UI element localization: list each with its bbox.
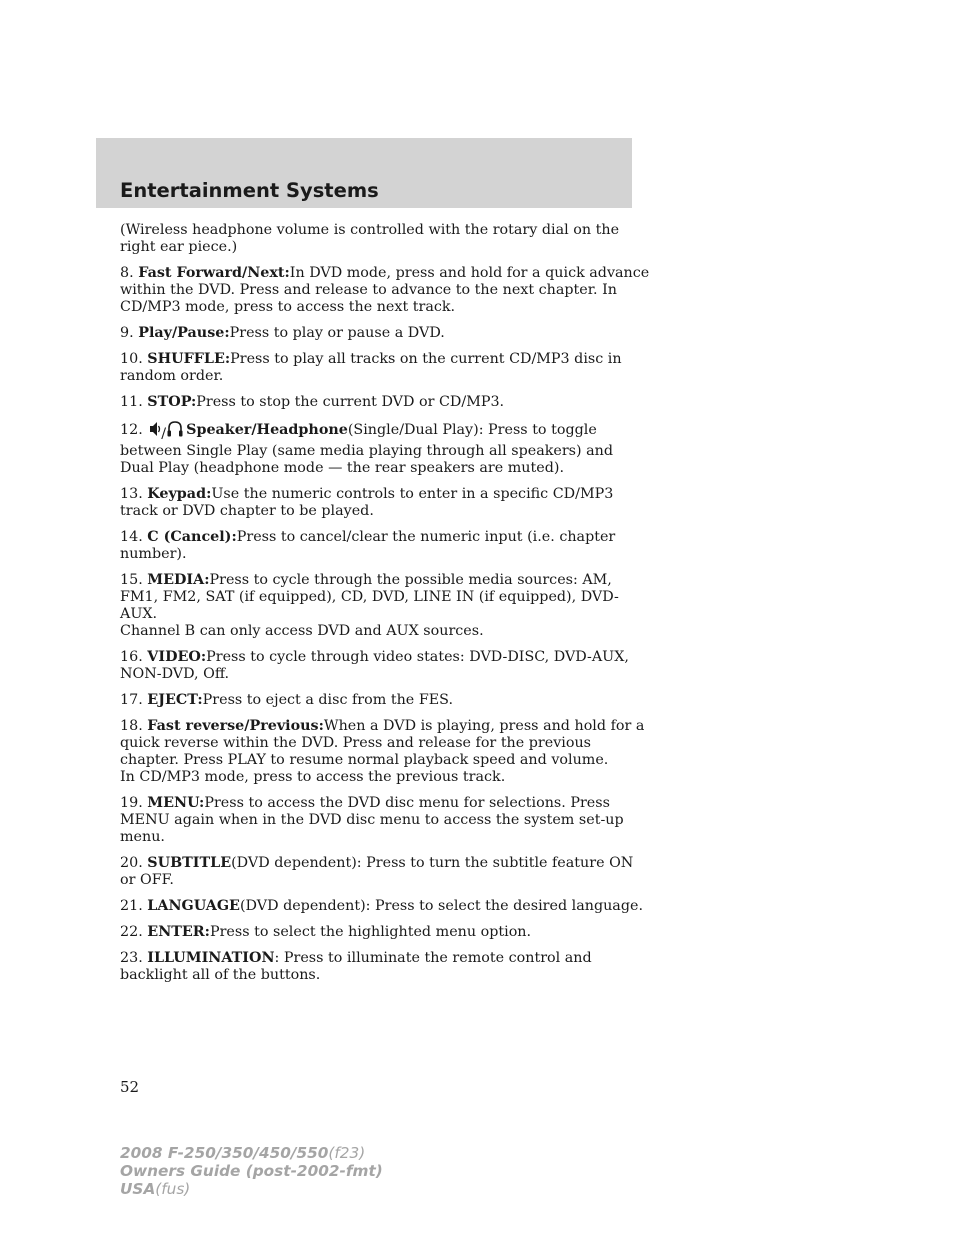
list-item <box>120 420 650 477</box>
item-number: 20. <box>120 855 143 871</box>
list-item <box>120 572 650 640</box>
item-label: Play/Pause: <box>138 325 230 341</box>
item-label: EJECT: <box>147 692 203 708</box>
item-number: 16. <box>120 649 143 665</box>
item-text: Press to cancel/clear the numeric input (i.e. chapter number). <box>120 529 616 562</box>
item-number: 8. <box>120 265 134 281</box>
intro-paragraph: (Wireless headphone volume is controlled with the rotary dial on the right ear piece.) <box>120 222 620 255</box>
list-item <box>120 351 650 385</box>
item-extra-text: In CD/MP3 mode, press to access the previous track. <box>120 769 506 785</box>
item-label: MENU: <box>147 795 205 811</box>
section-title: Entertainment Systems <box>120 179 379 202</box>
item-text: Press to cycle through video states: DVD-DISC, DVD-AUX, NON-DVD, Off. <box>120 649 629 682</box>
item-label: STOP: <box>147 394 197 410</box>
speaker-headphone-icons <box>149 420 184 443</box>
item-label: MEDIA: <box>147 572 210 588</box>
list-item <box>120 394 650 411</box>
list-item <box>120 325 650 342</box>
item-label: C (Cancel): <box>147 529 237 545</box>
item-label: LANGUAGE <box>147 898 240 914</box>
item-number: 11. <box>120 394 143 410</box>
list-item <box>120 649 650 683</box>
item-number: 15. <box>120 572 143 588</box>
footer-region: USA <box>120 1180 156 1198</box>
item-label: SUBTITLE <box>147 855 232 871</box>
item-number: 13. <box>120 486 143 502</box>
item-text: In DVD mode, press and hold for a quick advance within the DVD. Press and release to advance to the next chapter. In CD/MP3 mode, press to access the next track. <box>120 265 650 315</box>
list-item <box>120 529 650 563</box>
item-number: 18. <box>120 718 143 734</box>
list-item <box>120 795 650 846</box>
item-label: SHUFFLE: <box>147 351 231 367</box>
page-content <box>120 222 650 993</box>
item-label: Speaker/Headphone <box>186 422 348 438</box>
list-item <box>120 950 650 984</box>
item-number: 19. <box>120 795 143 811</box>
footer-line-1 <box>120 1144 383 1162</box>
list-item <box>120 718 650 786</box>
list-item <box>120 855 650 889</box>
item-extra-text: Channel B can only access DVD and AUX sources. <box>120 623 484 639</box>
item-text: Use the numeric controls to enter in a specific CD/MP3 track or DVD chapter to be played. <box>120 486 614 519</box>
footer-line-3 <box>120 1180 383 1198</box>
icon-separator: / <box>161 426 167 442</box>
item-label: Keypad: <box>147 486 212 502</box>
item-text: (Single/Dual Play): Press to toggle between Single Play (same media playing through all speakers) and Dual Play (headphone mode — the rear speakers are muted). <box>120 422 614 476</box>
headphone-icon <box>166 420 184 438</box>
item-text: : Press to illuminate the remote control and backlight all of the buttons. <box>120 950 592 983</box>
footer-model-code: (f23) <box>328 1144 366 1162</box>
item-text: Press to play all tracks on the current CD/MP3 disc in random order. <box>120 351 622 384</box>
item-number: 12. <box>120 422 143 438</box>
item-label: VIDEO: <box>147 649 207 665</box>
item-text: Press to select the highlighted menu option. <box>209 924 532 940</box>
item-label: Fast reverse/Previous: <box>147 718 324 734</box>
list-item <box>120 265 650 316</box>
list-item <box>120 924 650 941</box>
document-footer <box>120 1144 383 1198</box>
item-text: Press to access the DVD disc menu for selections. Press MENU again when in the DVD disc menu to access the system set-up menu. <box>120 795 624 845</box>
item-label: Fast Forward/Next: <box>138 265 290 281</box>
item-number: 14. <box>120 529 143 545</box>
item-number: 23. <box>120 950 143 966</box>
footer-model: 2008 F-250/350/450/550 <box>120 1144 329 1162</box>
item-text: (DVD dependent): Press to select the desired language. <box>239 898 643 914</box>
item-text: Press to cycle through the possible media sources: AM, FM1, FM2, SAT (if equipped), CD, DVD, LINE IN (if equipped), DVD-AUX. <box>120 572 619 622</box>
item-text: Press to play or pause a DVD. <box>229 325 445 341</box>
footer-guide: Owners Guide (post-2002-fmt) <box>120 1162 383 1180</box>
page-number: 52 <box>120 1078 140 1096</box>
item-number: 22. <box>120 924 143 940</box>
footer-line-2 <box>120 1162 383 1180</box>
list-item <box>120 898 650 915</box>
item-number: 9. <box>120 325 134 341</box>
item-text: When a DVD is playing, press and hold for a quick reverse within the DVD. Press and release for the previous chapter. Press PLAY to resume normal playback speed and volume. <box>120 718 645 768</box>
item-text: (DVD dependent): Press to turn the subtitle feature ON or OFF. <box>120 855 634 888</box>
speaker-icon <box>149 420 161 438</box>
item-number: 10. <box>120 351 143 367</box>
item-text: Press to stop the current DVD or CD/MP3. <box>196 394 505 410</box>
item-number: 17. <box>120 692 143 708</box>
item-label: ENTER: <box>147 924 210 940</box>
list-item <box>120 486 650 520</box>
list-item <box>120 692 650 709</box>
section-header-band <box>96 138 632 208</box>
item-text: Press to eject a disc from the FES. <box>202 692 453 708</box>
item-label: ILLUMINATION <box>147 950 275 966</box>
footer-region-code: (fus) <box>155 1180 191 1198</box>
item-number: 21. <box>120 898 143 914</box>
